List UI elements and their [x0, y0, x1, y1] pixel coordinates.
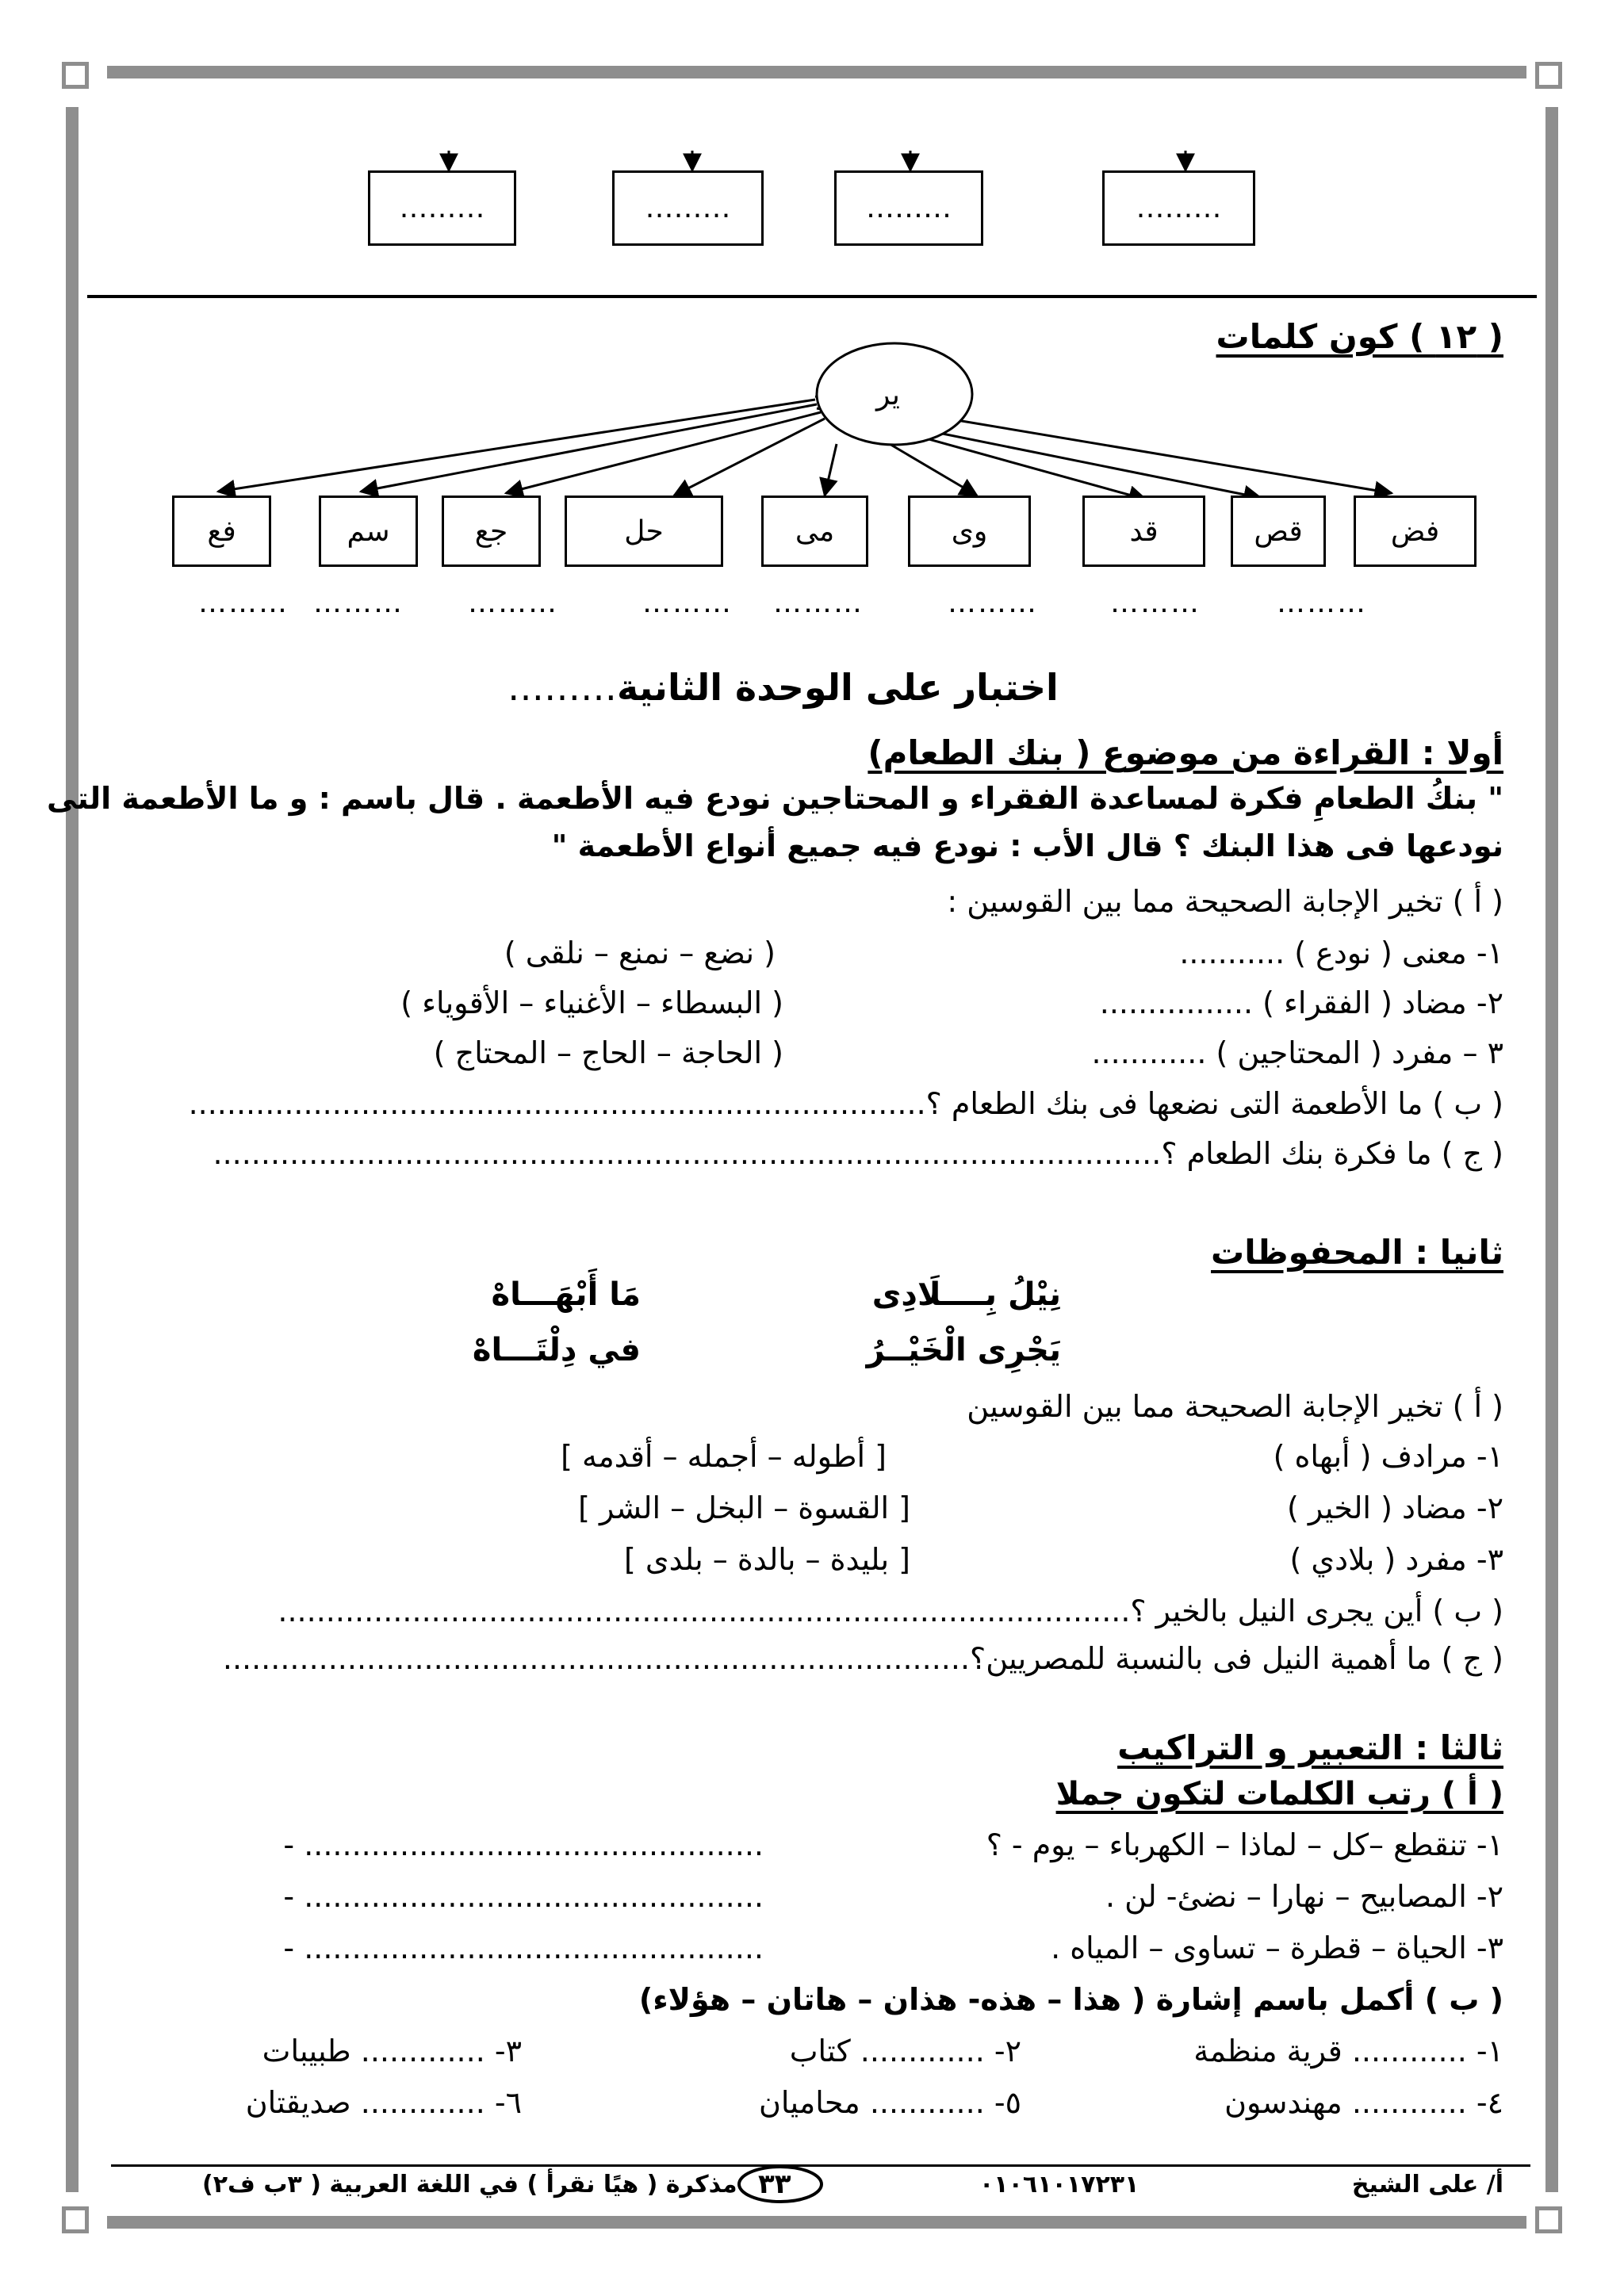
part3-b-item6[interactable]: ٦- ............. صديقتان — [245, 2085, 522, 2120]
part3-a-item2: ٢- المصابيح – نهارا – نضئ- لن . — [1105, 1879, 1503, 1914]
part3-b-item3[interactable]: ٣- ............. طبيبات — [262, 2034, 522, 2068]
part3-a-item3: ٣- الحياة – قطرة – تساوى – المياه . — [1051, 1931, 1503, 1965]
part3-sub-b: ( ب ) أكمل باسم إشارة ( هذا – هذه- هذان – هاتان – هؤلاء) — [638, 1982, 1503, 2017]
top-box-4[interactable]: ……… — [368, 170, 516, 246]
word-box-8: سم — [319, 496, 418, 567]
word-box-7: جع — [442, 496, 541, 567]
web-arrows — [218, 396, 1392, 499]
footer-phone: ٠١٠٦١٠١٧٢٣١ — [979, 2171, 1139, 2198]
footer-author: أ/ على الشيخ — [1351, 2171, 1503, 2198]
part1-passage-line1: " بنكُ الطعامِ فكرة لمساعدة الفقراء و المحتاجين نودع فيه الأطعمة . قال باسم : و ما الأطعمة التى — [46, 781, 1503, 816]
part2-question-b[interactable]: ( ب ) أين يجرى النيل بالخير ؟......................................................................................... — [278, 1594, 1503, 1628]
answer-dots-2[interactable]: ……… — [1110, 587, 1201, 619]
word-box-4: وى — [908, 496, 1031, 567]
part1-instruction: ( أ ) تخير الإجابة الصحيحة مما بين القوسين : — [947, 884, 1503, 919]
part1-item1-options: ( نضع – نمنع – نلقى ) — [504, 936, 776, 970]
part2-item3-options: [ بليدة – بالدة – بلدى ] — [623, 1542, 910, 1577]
part1-item2-question: ٢- مضاد ( الفقراء ) ................ — [1099, 985, 1503, 1020]
footer-book-title: مذكرة ( هيًا نقرأ ) في اللغة العربية ( ٣ب ف٢) — [202, 2171, 737, 2198]
part3-a-answer2[interactable]: - ................................................ — [283, 1879, 764, 1914]
part1-question-c[interactable]: ( ج ) ما فكرة بنك الطعام ؟................................................................................................... — [213, 1136, 1503, 1171]
answer-dots-3[interactable]: ……… — [948, 587, 1038, 619]
answer-dots-4[interactable]: ……… — [773, 587, 864, 619]
part3-heading: ثالثا : التعبير و التراكيب — [1117, 1728, 1503, 1767]
exam-title-text: اختبار على الوحدة الثانية — [617, 666, 1059, 709]
part3-sub-a: ( أ ) رتب الكلمات لتكون جملا — [1055, 1776, 1503, 1812]
part2-item1-options: [ أطوله – أجمله – أقدمه ] — [561, 1439, 887, 1474]
poem-line2-left: في دِلْتَـــاهْ — [472, 1332, 641, 1368]
top-box-1[interactable]: ……… — [1102, 170, 1255, 246]
section12-title: ( ١٢ ) كون كلمات — [1216, 317, 1503, 356]
answer-dots-7[interactable]: ……… — [313, 587, 404, 619]
exam-title — [508, 666, 1059, 709]
part2-item3-question: ٣- مفرد ( بلادي ) — [1289, 1542, 1503, 1577]
part3-b-item2[interactable]: ٢- ............. كتاب — [789, 2034, 1021, 2068]
answer-dots-1[interactable]: ……… — [1277, 587, 1367, 619]
top-box-3[interactable]: ……… — [612, 170, 764, 246]
part3-a-item1: ١- تنقطع –كل – لماذا – الكهرباء – يوم - ؟ — [986, 1827, 1503, 1862]
part2-item1-question: ١- مرادف ( أبهاه ) — [1273, 1439, 1503, 1474]
word-box-2: قص — [1231, 496, 1326, 567]
part2-question-c[interactable]: ( ج ) ما أهمية النيل فى بالنسبة للمصريين؟.............................................................................. — [222, 1641, 1503, 1676]
word-box-9: فع — [172, 496, 271, 567]
part1-item2-options: ( البسطاء – الأغنياء – الأقوياء ) — [400, 985, 783, 1020]
answer-dots-6[interactable]: ……… — [468, 587, 558, 619]
part1-question-b[interactable]: ( ب ) ما الأطعمة التى نضعها فى بنك الطعام ؟............................................................................. — [188, 1086, 1503, 1121]
word-box-3: قد — [1082, 496, 1205, 567]
poem-line1-right: نِيْلُ بِــــلَادِى — [871, 1276, 1061, 1313]
center-syllable: ير — [876, 379, 900, 411]
part1-passage-line2: نودعها فى هذا البنك ؟ قال الأب : نودع فيه جميع أنواع الأطعمة " — [551, 828, 1503, 863]
word-box-6: حل — [565, 496, 723, 567]
top-box-2[interactable]: ……… — [834, 170, 983, 246]
part3-b-item5[interactable]: ٥- ............ محاميان — [758, 2085, 1021, 2120]
part2-instruction: ( أ ) تخير الإجابة الصحيحة مما بين القوسين — [967, 1389, 1503, 1424]
poem-line1-left: مَا أَبْهَـــاهْ — [491, 1276, 641, 1313]
footer-page-number: ٣٣ — [758, 2168, 791, 2200]
exam-title-dots: ……… — [508, 666, 617, 709]
answer-dots-8[interactable]: ……… — [198, 587, 289, 619]
part2-item2-question: ٢- مضاد ( الخير ) — [1286, 1490, 1503, 1525]
part3-a-answer1[interactable]: - ................................................ — [283, 1827, 764, 1862]
part3-b-item4[interactable]: ٤- ............ مهندسون — [1224, 2085, 1503, 2120]
part2-heading: ثانيا : المحفوظات — [1211, 1233, 1503, 1272]
word-box-1: فض — [1354, 496, 1477, 567]
part1-item1-question: ١- معنى ( نودع ) ........... — [1179, 936, 1503, 970]
answer-dots-5[interactable]: ……… — [642, 587, 733, 619]
top-arrows — [449, 151, 1185, 170]
word-box-5: مى — [761, 496, 868, 567]
part1-item3-options: ( الحاجة – الحاج – المحتاج ) — [433, 1035, 783, 1070]
part3-a-answer3[interactable]: - ................................................ — [283, 1931, 764, 1965]
part1-heading: أولا : القراءة من موضوع ( بنك الطعام) — [868, 733, 1503, 772]
part2-item2-options: [ القسوة – البخل – الشر ] — [578, 1490, 910, 1525]
poem-line2-right: يَجْرِى الْخَيْــرُ — [866, 1332, 1061, 1368]
part1-item3-question: ٣ – مفرد ( المحتاجين ) ............ — [1091, 1035, 1503, 1070]
part3-b-item1[interactable]: ١- ............ قرية منظمة — [1193, 2034, 1503, 2068]
